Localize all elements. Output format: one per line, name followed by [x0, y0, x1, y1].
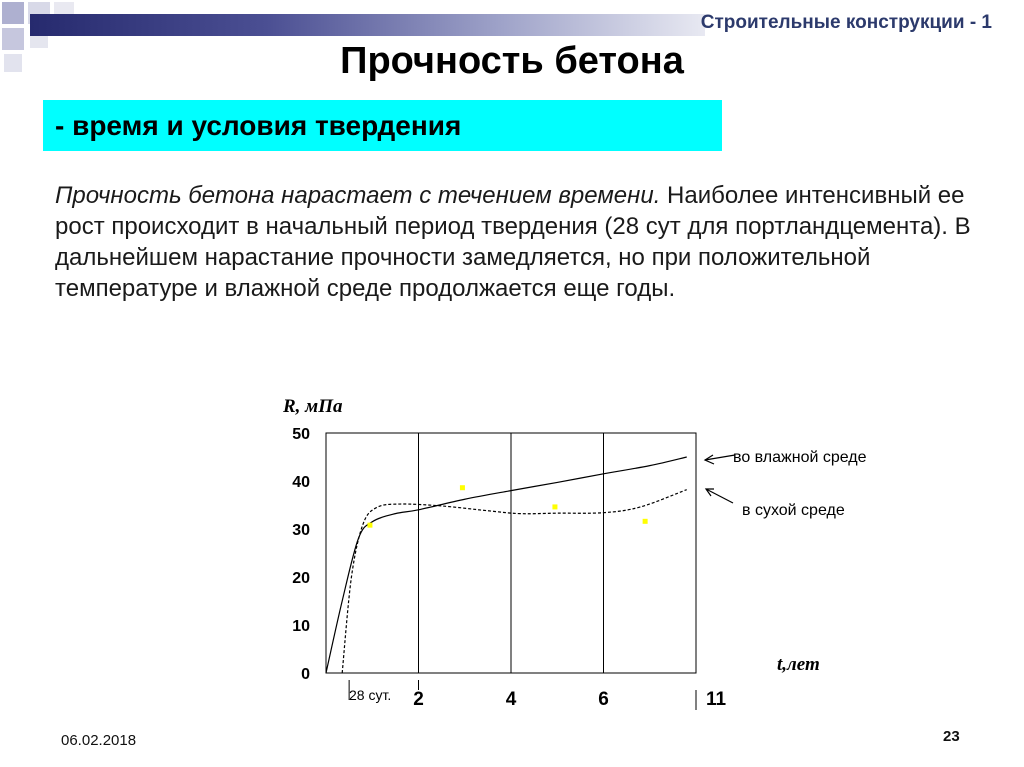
footer-date: 06.02.2018	[61, 732, 137, 749]
series-line-dry	[342, 490, 687, 673]
data-marker	[643, 519, 648, 524]
legend-label-wet: во влажной среде	[733, 449, 867, 466]
y-tick-label: 10	[292, 618, 310, 635]
paragraph-rest: Наиболее интенсивный ее рост происходит в начальный период твердения (28 сут для портландцемента). В дальнейшем нарастание прочности замедляется, но при положительной температуре и влажной среде продолжается еще годы.	[55, 182, 971, 302]
y-tick-label: 0	[301, 666, 310, 683]
slide-title: Прочность бетона	[340, 40, 684, 82]
y-axis-label: R, мПа	[283, 396, 343, 417]
legend-arrow-dry	[706, 489, 733, 503]
paragraph-italic: Прочность бетона нарастает с течением времени.	[55, 182, 661, 209]
data-marker	[552, 504, 557, 509]
x-tick-label: 6	[598, 689, 609, 710]
series-line-wet	[326, 457, 687, 673]
x-tick-label: 2	[413, 689, 424, 710]
x-tick-label-28-days: 28 сут.	[349, 687, 392, 703]
legend-label-dry: в сухой среде	[742, 502, 845, 519]
x-tick-label: 11	[705, 689, 727, 710]
y-tick-label: 20	[292, 570, 310, 587]
course-title: Строительные конструкции - 1	[700, 12, 992, 33]
x-axis-label: t,лет	[777, 654, 820, 675]
page-number: 23	[943, 728, 960, 745]
x-tick-label: 4	[505, 689, 517, 710]
data-marker	[460, 485, 465, 490]
y-tick-label: 30	[292, 522, 310, 539]
y-tick-label: 40	[292, 474, 310, 491]
subtitle-text: - время и условия твердения	[55, 109, 462, 141]
data-marker	[367, 523, 372, 528]
y-tick-label: 50	[292, 426, 310, 443]
